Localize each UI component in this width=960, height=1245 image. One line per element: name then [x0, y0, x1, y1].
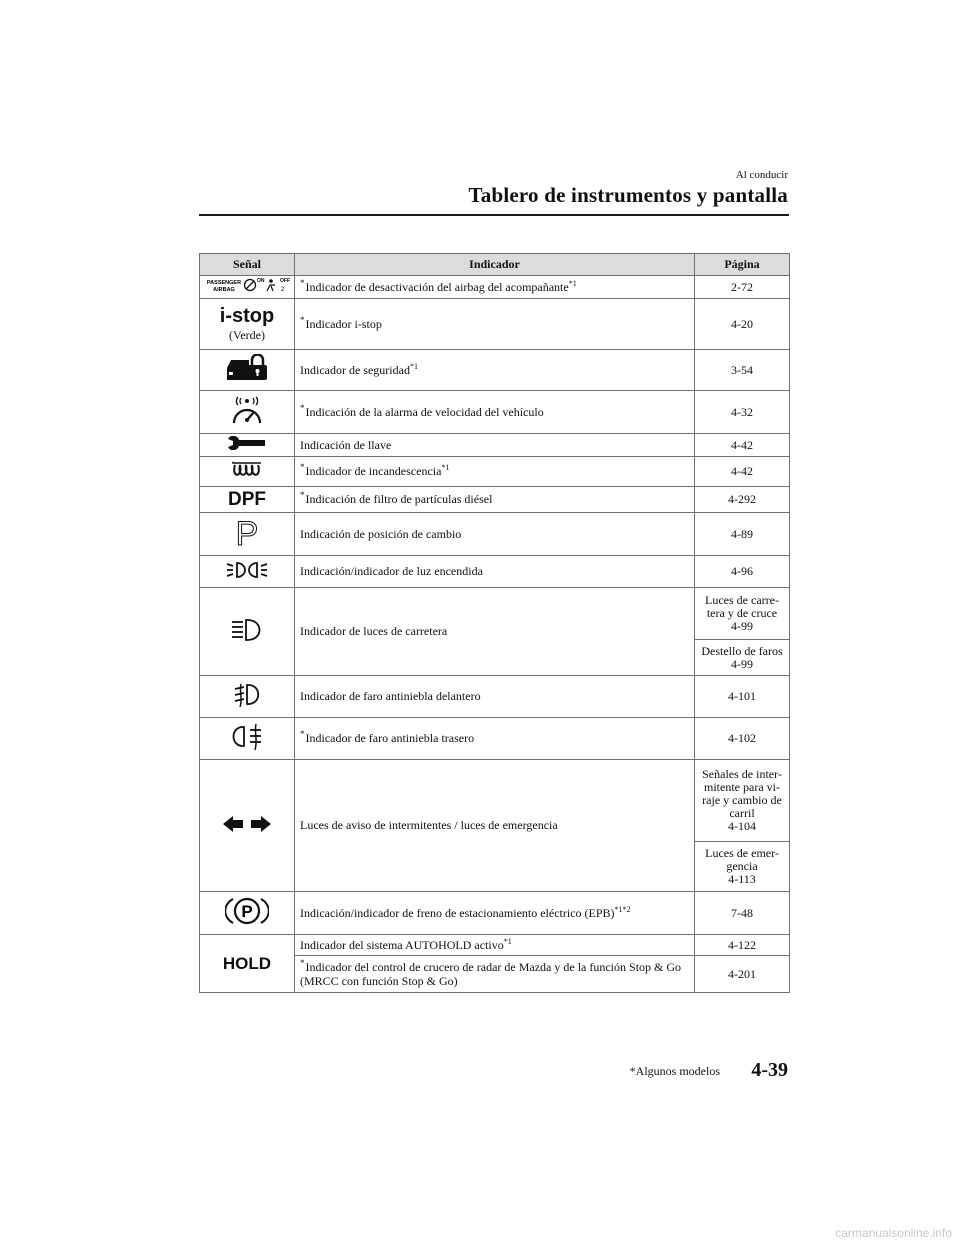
indicator-cell: Indicación/indicador de freno de estacionamiento eléctrico (EPB)$^{*1*2}$ — [295, 892, 695, 935]
page-cell: 4-201 — [695, 956, 790, 993]
glow-plug-icon — [231, 460, 263, 480]
column-header-page: Página — [695, 254, 790, 276]
signal-cell — [200, 350, 295, 391]
svg-text:2: 2 — [281, 287, 285, 293]
page-cell: Destello de faros 4-99 — [695, 640, 790, 676]
indicator-cell: *Indicador del control de crucero de radar de Mazda y de la función Stop & Go (MRCC con función Stop & Go) — [295, 956, 695, 993]
page-cell: 4-122 — [695, 935, 790, 956]
page-title: Tablero de instrumentos y pantalla — [468, 183, 788, 207]
signal-cell — [200, 513, 295, 556]
signal-cell — [200, 391, 295, 434]
page-cell: 4-20 — [695, 299, 790, 350]
speedometer-alarm-icon — [229, 395, 265, 425]
shift-position-icon — [235, 515, 259, 549]
indicator-cell: *Indicador i-stop — [295, 299, 695, 350]
table-row — [200, 935, 790, 956]
indicator-cell: Indicación de llave — [295, 434, 695, 457]
page-cell: 2-72 — [695, 276, 790, 299]
indicator-cell: Luces de aviso de intermitentes / luces de emergencia — [295, 760, 695, 892]
footnote: *Algunos modelos — [629, 1064, 720, 1078]
signal-cell — [200, 434, 295, 457]
table-row — [200, 556, 790, 588]
page-cell: Señales de inter- mitente para vi- raje y cambio de carril 4-104 — [695, 760, 790, 842]
page-cell: 4-42 — [695, 457, 790, 487]
table-row — [200, 299, 790, 350]
indicator-cell: *Indicación de filtro de partículas diésel — [295, 487, 695, 513]
signal-cell — [200, 556, 295, 588]
indicator-cell: Indicador de seguridad$^{*1}$ — [295, 350, 695, 391]
table-row — [200, 391, 790, 434]
indicator-cell: *Indicador de incandescencia$^{*1}$ — [295, 457, 695, 487]
table-row — [200, 676, 790, 718]
table-row — [200, 892, 790, 935]
section-label: Al conducir — [735, 169, 788, 181]
icon-color-note: (Verde) — [229, 328, 265, 342]
passenger-airbag-off-icon — [205, 277, 297, 293]
indicator-table — [199, 253, 790, 993]
header-rule — [199, 214, 789, 216]
lights-on-icon — [225, 560, 269, 580]
svg-text:P: P — [235, 515, 259, 549]
turn-signal-icon — [222, 814, 272, 834]
table-row — [200, 434, 790, 457]
table-row — [200, 760, 790, 842]
hold-icon: HOLD — [222, 953, 272, 973]
page-cell: 4-292 — [695, 487, 790, 513]
page-number: 4-39 — [751, 1059, 788, 1081]
column-header-indicator: Indicador — [295, 254, 695, 276]
svg-text:OFF: OFF — [280, 278, 290, 284]
rear-fog-icon — [230, 722, 264, 752]
watermark: carmanualsonline.info — [835, 1226, 952, 1240]
indicator-cell: Indicador de luces de carretera — [295, 588, 695, 676]
high-beam-icon — [230, 618, 264, 642]
column-header-signal: Señal — [200, 254, 295, 276]
page-cell: 4-42 — [695, 434, 790, 457]
page-cell: 4-102 — [695, 718, 790, 760]
svg-text:PASSENGER: PASSENGER — [206, 280, 242, 286]
signal-cell — [200, 457, 295, 487]
indicator-cell: Indicación de posición de cambio — [295, 513, 695, 556]
signal-cell — [200, 760, 295, 892]
car-lock-icon — [225, 354, 269, 382]
page-cell: 7-48 — [695, 892, 790, 935]
page-cell: 4-101 — [695, 676, 790, 718]
table-row — [200, 588, 790, 640]
parking-brake-icon — [225, 895, 269, 927]
svg-text:P: P — [241, 902, 253, 921]
page-cell: 3-54 — [695, 350, 790, 391]
table-header-row — [200, 254, 790, 276]
i-stop-icon: i-stop — [219, 305, 275, 327]
signal-cell — [200, 299, 295, 350]
svg-text:ON: ON — [257, 278, 265, 284]
table-row — [200, 718, 790, 760]
table-row — [200, 457, 790, 487]
page-cell: 4-32 — [695, 391, 790, 434]
indicator-cell: Indicador de faro antiniebla delantero — [295, 676, 695, 718]
front-fog-icon — [232, 681, 262, 709]
svg-text:AIRBAG: AIRBAG — [213, 287, 235, 293]
table-row — [200, 350, 790, 391]
table-row — [200, 487, 790, 513]
table-row — [200, 276, 790, 299]
signal-cell — [200, 487, 295, 513]
signal-cell — [200, 718, 295, 760]
indicator-cell: Indicador del sistema AUTOHOLD activo$^{*1}$ — [295, 935, 695, 956]
page-cell: 4-96 — [695, 556, 790, 588]
indicator-cell: *Indicador de faro antiniebla trasero — [295, 718, 695, 760]
indicator-cell: *Indicador de desactivación del airbag del acompañante$^{*1}$ — [295, 276, 695, 299]
signal-cell — [200, 588, 295, 676]
indicator-cell: Indicación/indicador de luz encendida — [295, 556, 695, 588]
signal-cell — [200, 935, 295, 993]
page-cell: Luces de emer- gencia 4-113 — [695, 842, 790, 892]
wrench-icon — [227, 436, 267, 450]
dpf-icon: DPF — [228, 488, 266, 510]
signal-cell — [200, 892, 295, 935]
page-cell: 4-89 — [695, 513, 790, 556]
signal-cell — [200, 276, 295, 299]
page-cell: Luces de carre- tera y de cruce 4-99 — [695, 588, 790, 640]
indicator-cell: *Indicación de la alarma de velocidad del vehículo — [295, 391, 695, 434]
table-row — [200, 513, 790, 556]
signal-cell — [200, 676, 295, 718]
